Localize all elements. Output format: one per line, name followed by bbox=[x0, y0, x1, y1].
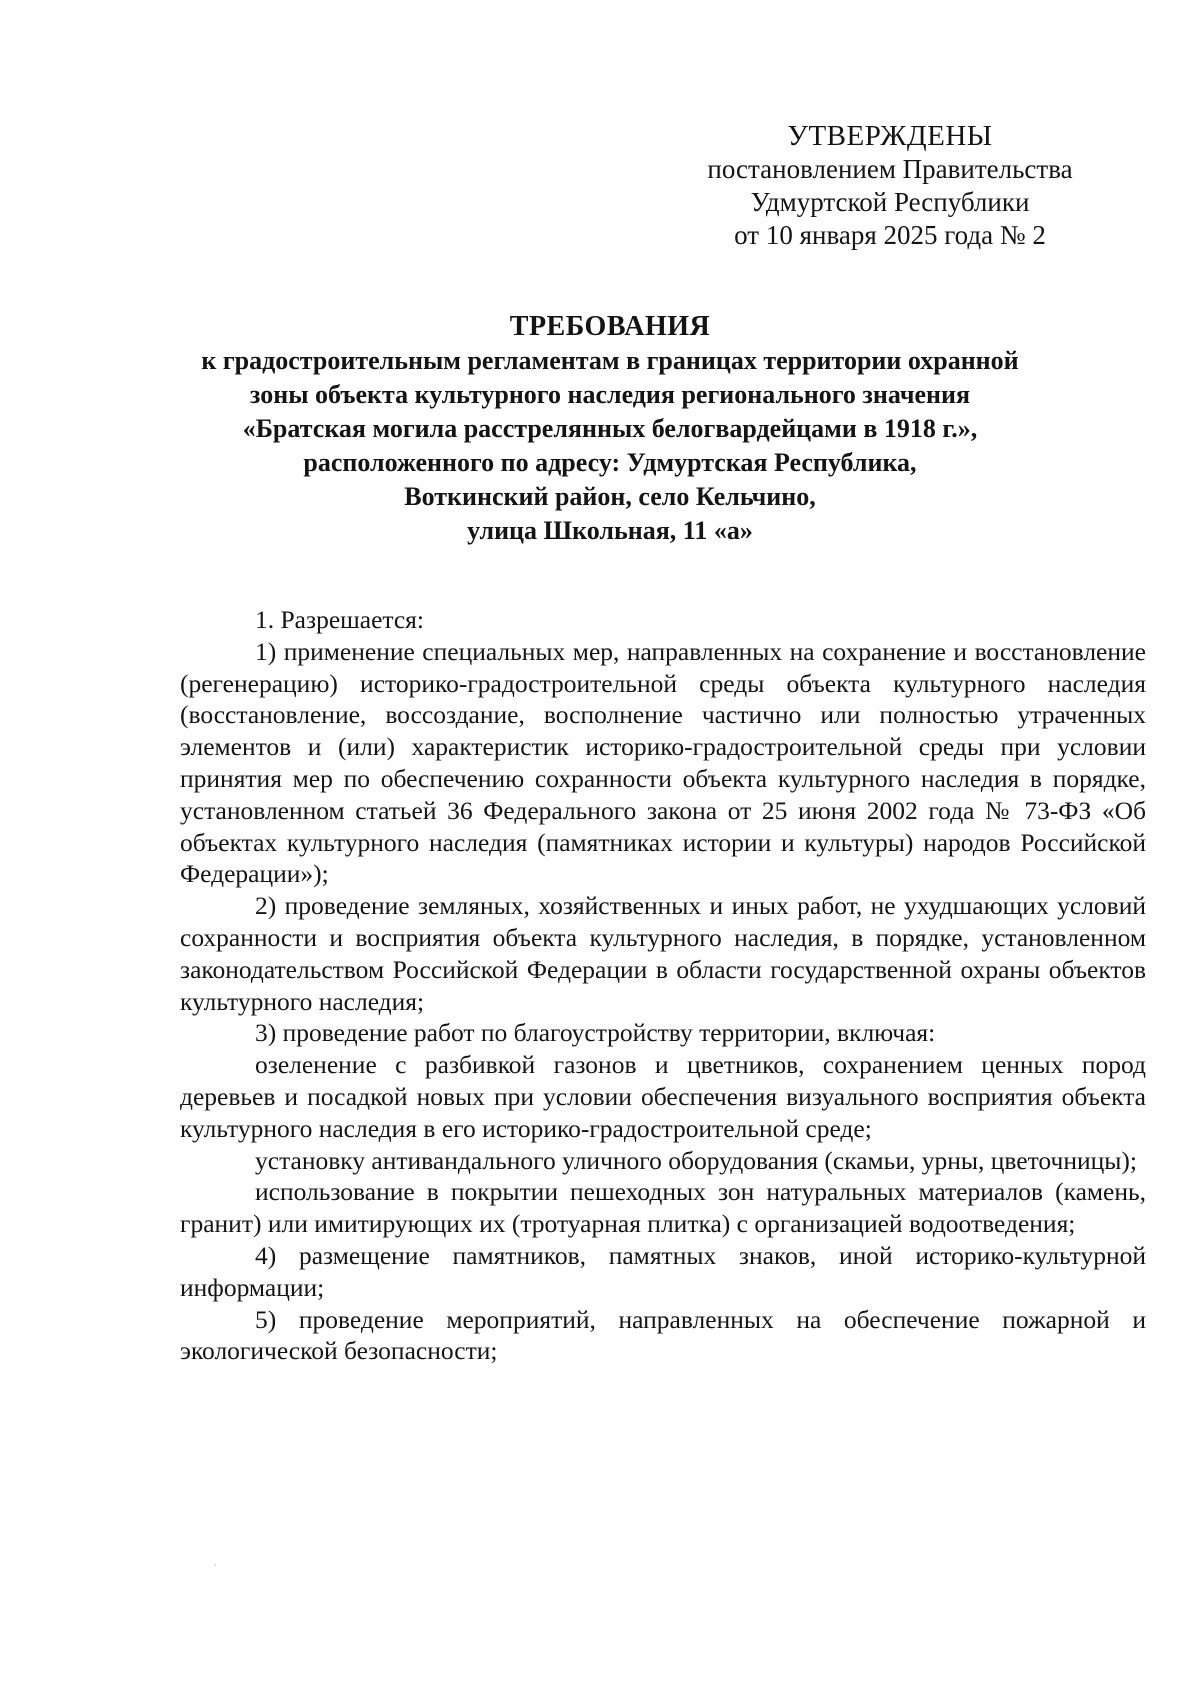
paragraph-equipment: установку антивандального уличного оборудования (скамьи, урны, цветочницы); bbox=[255, 1145, 1137, 1175]
document-title: ТРЕБОВАНИЯ bbox=[509, 311, 711, 342]
approval-line-1: постановлением Правительства bbox=[707, 154, 1073, 184]
approval-title: УТВЕРЖДЕНЫ bbox=[787, 120, 993, 152]
document-heading bbox=[160, 310, 1060, 548]
paragraph-item-2: 2) проведение земляных, хозяйственных и иных работ, не ухудшающих условий сохранности и восприятия объекта культурного наследия, в порядке, установленном законодательством Российской Федерации в области государственной охраны объектов культурного наследия; bbox=[180, 891, 1146, 1016]
heading-line-3: «Братская могила расстрелянных белогвардейцами в 1918 г.», bbox=[242, 414, 978, 443]
paragraph-item-5: 5) проведение мероприятий, направленных на обеспечение пожарной и экологической безопасности; bbox=[180, 1304, 1146, 1366]
heading-line-4: расположенного по адресу: Удмуртская Республика, bbox=[303, 448, 917, 477]
document-body bbox=[180, 604, 1146, 1367]
approval-stamp-block bbox=[700, 120, 1080, 252]
approval-line-2: Удмуртской Республики bbox=[750, 187, 1030, 217]
scan-speck bbox=[210, 1560, 220, 1570]
heading-line-1: к градостроительным регламентам в границах территории охранной bbox=[201, 346, 1019, 375]
heading-line-6: улица Школьная, 11 «а» bbox=[467, 516, 753, 545]
paragraph-paving: использование в покрытии пешеходных зон натуральных материалов (камень, гранит) или имитирующих их (тротуарная плитка) с организацией водоотведения; bbox=[180, 1177, 1146, 1239]
heading-line-2: зоны объекта культурного наследия регионального значения bbox=[249, 380, 971, 409]
paragraph-item-3: 3) проведение работ по благоустройству территории, включая: bbox=[255, 1018, 936, 1048]
section-heading: 1. Разрешается: bbox=[255, 605, 424, 634]
heading-line-5: Воткинский район, село Кельчино, bbox=[404, 482, 816, 511]
paragraph-landscaping: озеленение с разбивкой газонов и цветников, сохранением ценных пород деревьев и посадкой новых при условии обеспечения визуального восприятия объекта культурного наследия в его историко-градостроительной среде; bbox=[180, 1050, 1146, 1143]
paragraph-item-4: 4) размещение памятников, памятных знаков, иной историко-культурной информации; bbox=[180, 1240, 1146, 1302]
paragraph-item-1: 1) применение специальных мер, направленных на сохранение и восстановление (регенерацию) историко-градостроительной среды объекта культурного наследия (восстановление, воссоздание, восполнение частично или полностью утраченных элементов и (или) характеристик историко-градостроительной среды при условии принятия мер по обеспечению сохранности объекта культурного наследия в порядке, установленном статьей 36 Федерального закона от 25 июня 2002 года № 73-ФЗ «Об объектах культурного наследия (памятниках истории и культуры) народов Российской Федерации»); bbox=[180, 636, 1146, 889]
approval-line-3: от 10 января 2025 года № 2 bbox=[734, 220, 1046, 250]
